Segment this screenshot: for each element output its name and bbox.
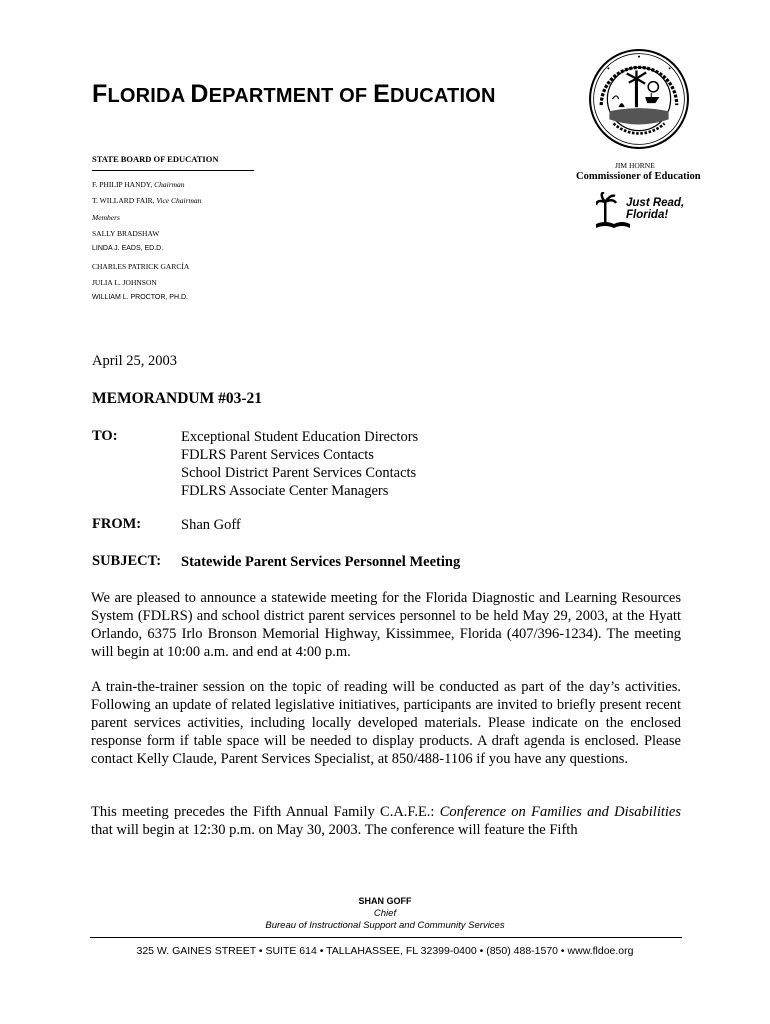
body-paragraph-1: We are pleased to announce a statewide meeting for the Florida Diagnostic and Learning Resources System (FDLRS) and school district parent services personnel to be held May 29, 2003, at the Hyatt Orlando, 6375 Irlo Bronson Memorial Highway, Kissimmee, Florida (407/396-1234). The meeting will begin at 10:00 a.m. and end at 4:00 p.m. [91, 590, 681, 660]
department-title: FLORIDA DEPARTMENT OF EDUCATION [92, 80, 496, 108]
board-member: LINDA J. EADS, ED.D. [92, 245, 164, 252]
board-chairman: F. PHILIP HANDY, Chairman [92, 180, 185, 189]
conference-title: Conference on Families and Disabilities [439, 804, 681, 820]
memo-date: April 25, 2003 [92, 353, 177, 369]
commissioner-name: JIM HORNE [615, 161, 655, 170]
footer-rule [90, 937, 682, 938]
recipient-line: FDLRS Associate Center Managers [181, 483, 389, 499]
florida-state-seal-icon [588, 48, 690, 150]
recipient-line: FDLRS Parent Services Contacts [181, 447, 374, 463]
footer-address: 325 W. GAINES STREET • SUITE 614 • TALLAHASSEE, FL 32399-0400 • (850) 488-1570 • www.fldoe.org [136, 945, 634, 957]
to-recipients [181, 428, 418, 500]
memo-number: MEMORANDUM #03-21 [92, 390, 263, 407]
subject-label: SUBJECT: [92, 553, 162, 569]
board-member: JULIA L. JOHNSON [92, 278, 157, 287]
footer-title: Chief [373, 908, 397, 919]
board-header-rule [92, 170, 254, 171]
recipient-line: Exceptional Student Education Directors [181, 429, 419, 445]
board-member: WILLIAM L. PROCTOR, PH.D. [92, 294, 188, 301]
board-of-education-header: STATE BOARD OF EDUCATION [92, 154, 219, 164]
body-paragraph-2: A train-the-trainer session on the topic of reading will be conducted as part of the day’s activities. Following an update of related legislative initiatives, participants are invited to briefly present recent parent services activities, including locally developed materials. Please indicate on the enclosed response form if table space will be needed to display products. A draft agenda is enclosed. Please contact Kelly Claude, Parent Services Specialist, at 850/488-1106 if you have any questions. [91, 679, 681, 767]
board-member: SALLY BRADSHAW [92, 229, 160, 238]
members-label: Members [92, 213, 120, 222]
recipient-line: School District Parent Services Contacts [181, 465, 417, 481]
footer-bureau: Bureau of Instructional Support and Community Services [265, 920, 505, 931]
footer-name: SHAN GOFF [358, 896, 412, 906]
just-read-florida-text: Just Read, Florida! [626, 197, 685, 221]
board-vice-chairman: T. WILLARD FAIR, Vice Chairman [92, 196, 202, 205]
body-paragraph-3: This meeting precedes the Fifth Annual Family C.A.F.E.: Conference on Families and Disabilities that will begin at 12:30 p.m. on May 30, 2003. The conference will feature the Fifth [91, 804, 681, 838]
commissioner-title: Commissioner of Education [576, 171, 701, 182]
subject-value: Statewide Parent Services Personnel Meeting [181, 554, 461, 570]
to-label: TO: [92, 428, 118, 444]
from-label: FROM: [92, 516, 142, 532]
from-value: Shan Goff [181, 517, 241, 533]
board-member: CHARLES PATRICK GARCÍA [92, 262, 190, 271]
